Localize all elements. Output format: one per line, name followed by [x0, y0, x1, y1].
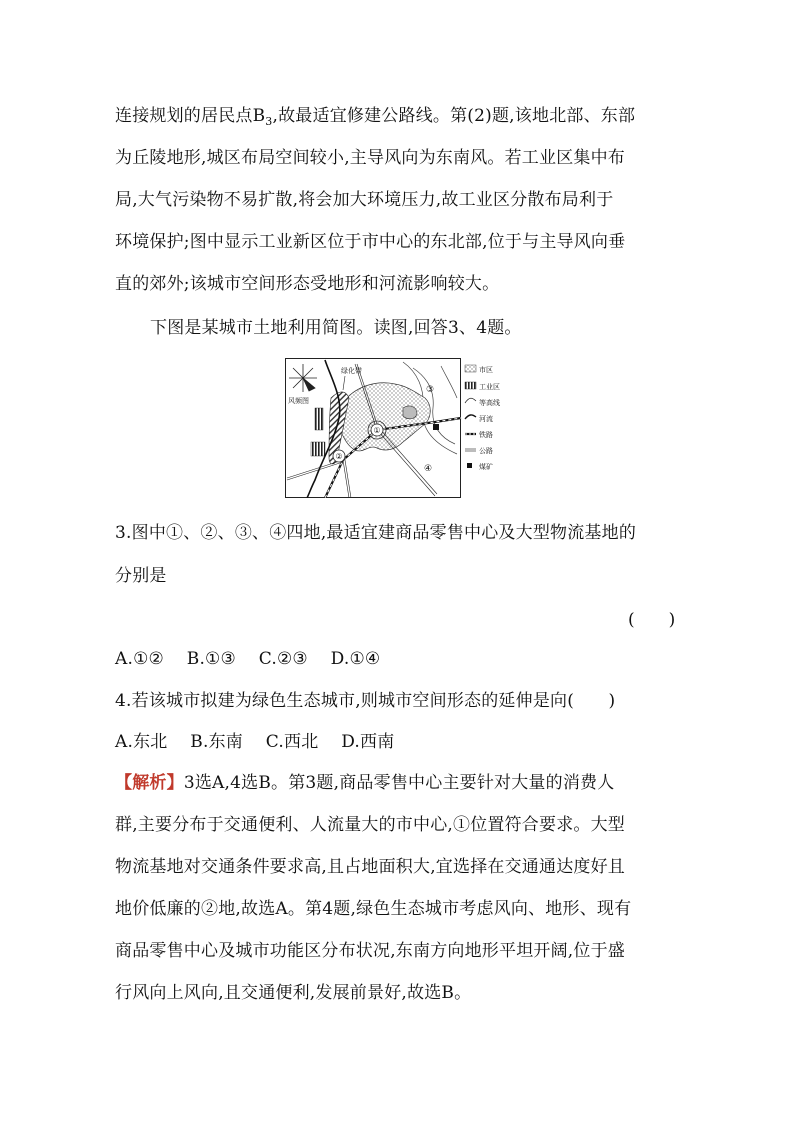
legend-urban: 市区: [479, 366, 493, 374]
q3-stem-line-2: 分别是: [115, 566, 167, 586]
prev-analysis-line-1: 连接规划的居民点$B_3$,故最适宜修建公路线。第(2)题,该地北部、东部: [115, 106, 636, 128]
analysis-line-1: 【解析】3选A,4选B。第3题,商品零售中心主要针对大量的消费人: [115, 773, 615, 793]
q3-options: A.①② B.①③ C.②③ D.①④: [115, 649, 381, 669]
q3-stem-line-1: 3.图中①、②、③、④四地,最适宜建商品零售中心及大型物流基地的: [115, 523, 637, 543]
legend-road: 公路: [479, 447, 493, 455]
prev-analysis-line-2: 为丘陵地形,城区布局空间较小,主导风向为东南风。若工业区集中布: [115, 148, 626, 168]
analysis-tag: 【解析】: [115, 773, 184, 793]
industrial-zone-w1: [315, 408, 323, 430]
city-land-use-map: [285, 358, 511, 498]
q4-stem: 4.若该城市拟建为绿色生态城市,则城市空间形态的延伸是向( ): [115, 691, 616, 711]
q3-answer-paren: ( ): [628, 610, 676, 630]
intro-text: 下图是某城市土地利用简图。读图,回答3、4题。: [150, 318, 522, 338]
green-belt-label: 绿化带: [341, 367, 362, 375]
industrial-zone-ne: [403, 406, 417, 419]
legend-contour: 等高线: [479, 399, 500, 407]
legend-railway: 铁路: [479, 431, 493, 439]
prev-analysis-line-4: 环境保护;图中显示工业新区位于市中心的东北部,位于与主导风向垂: [115, 232, 626, 252]
wind-rose-label: 风频图: [288, 397, 309, 405]
analysis-line-4: 地价低廉的②地,故选A。第4题,绿色生态城市考虑风向、地形、现有: [115, 899, 632, 919]
wind-rose-icon: [289, 364, 317, 392]
legend-coal-mine: 煤矿: [479, 463, 493, 471]
marker-1: ①: [373, 426, 381, 435]
prev-analysis-line-3: 局,大气污染物不易扩散,将会加大环境压力,故工业区分散布局利于: [115, 190, 614, 210]
legend-river: 河流: [479, 415, 493, 423]
map-legend: [465, 365, 500, 471]
industrial-zone-w2: [311, 442, 325, 456]
analysis-line-6: 行风向上风向,且交通便利,发展前景好,故选B。: [115, 983, 472, 1003]
marker-4: ④: [423, 464, 433, 474]
analysis-line-3: 物流基地对交通条件要求高,且占地面积大,宜选择在交通通达度好且: [115, 857, 626, 877]
analysis-line-2: 群,主要分布于交通便利、人流量大的市中心,①位置符合要求。大型: [115, 815, 626, 835]
prev-analysis-line-5: 直的郊外;该城市空间形态受地形和河流影响较大。: [115, 274, 500, 294]
marker-2: ②: [335, 452, 343, 461]
marker-3: ③: [425, 385, 435, 395]
analysis-line-5: 商品零售中心及城市功能区分布状况,东南方向地形平坦开阔,位于盛: [115, 941, 626, 961]
coal-mine-icon: [433, 424, 439, 430]
legend-industrial: 工业区: [479, 383, 500, 391]
q4-options: A.东北 B.东南 C.西北 D.西南: [115, 732, 395, 752]
